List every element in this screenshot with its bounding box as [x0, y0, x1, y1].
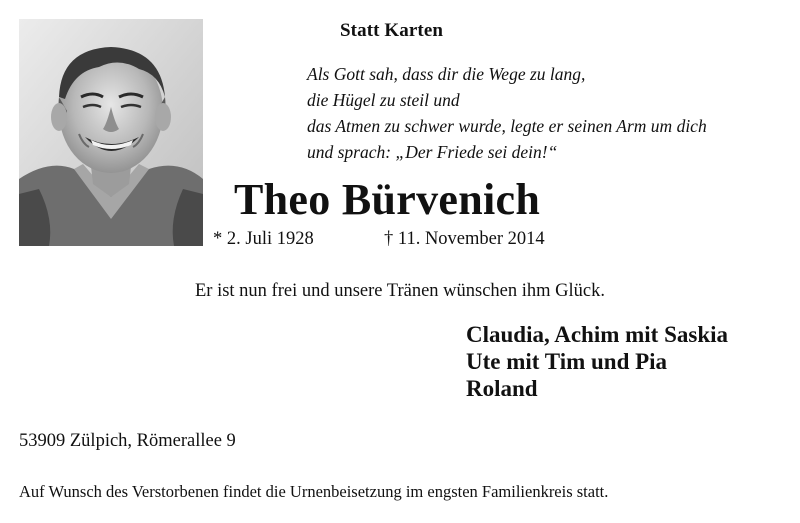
family-line: Roland — [466, 376, 538, 401]
wish-line: Er ist nun frei und unsere Tränen wünschen ihm Glück. — [194, 281, 606, 301]
poem-line: und sprach: „Der Friede sei dein!“ — [307, 142, 558, 162]
portrait-image — [19, 19, 203, 246]
deceased-name: Theo Bürvenich — [234, 175, 541, 224]
family-signatures — [466, 321, 728, 402]
portrait-photo — [19, 19, 203, 246]
funeral-note: Auf Wunsch des Verstorbenen findet die Urnenbeisetzung im engsten Familienkreis statt. — [19, 482, 609, 501]
poem-line: die Hügel zu steil und — [307, 90, 460, 110]
poem-line: Als Gott sah, dass dir die Wege zu lang, — [307, 64, 586, 84]
poem — [307, 61, 787, 165]
life-dates — [213, 229, 545, 250]
family-line: Claudia, Achim mit Saskia — [466, 322, 728, 347]
birth-date: * 2. Juli 1928 — [213, 229, 314, 249]
family-line: Ute mit Tim und Pia — [466, 349, 668, 374]
address: 53909 Zülpich, Römerallee 9 — [19, 431, 236, 451]
poem-line: das Atmen zu schwer wurde, legte er seinen Arm um dich — [307, 116, 707, 136]
header-statt-karten: Statt Karten — [340, 20, 444, 41]
death-date: † 11. November 2014 — [384, 229, 545, 249]
